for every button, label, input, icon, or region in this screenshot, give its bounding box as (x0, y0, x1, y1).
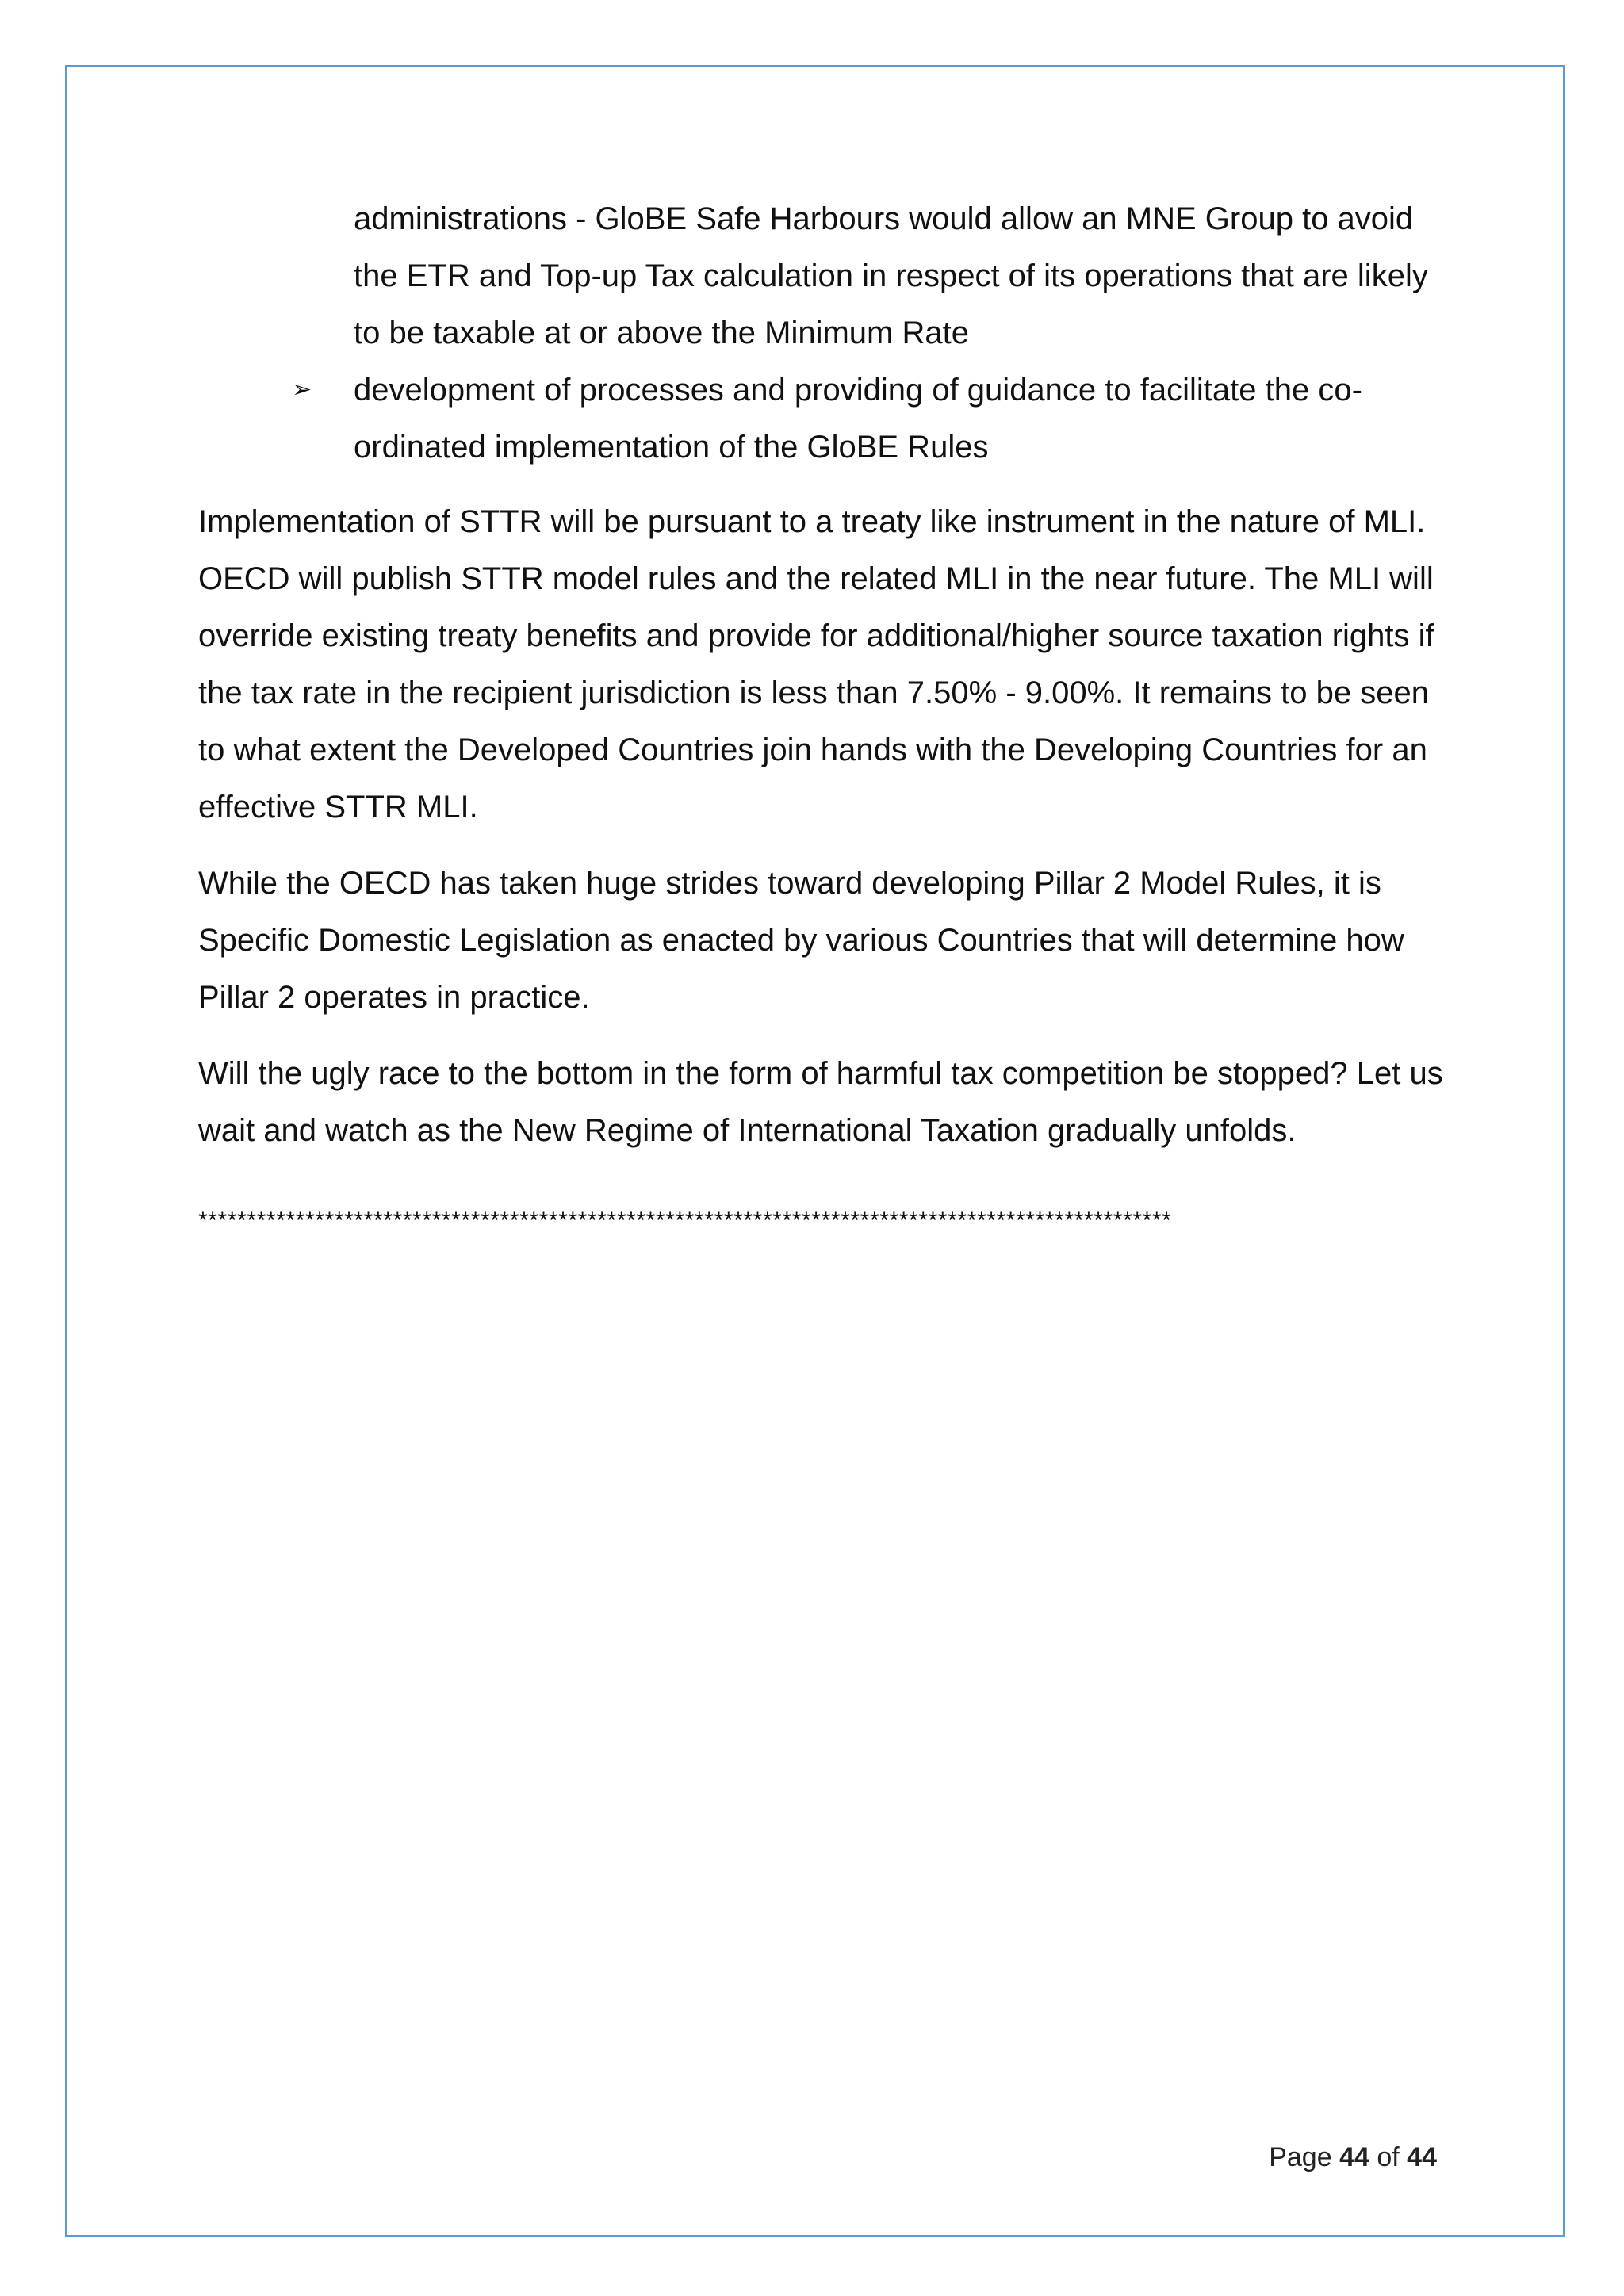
section-separator: **************************************************************************************************** (198, 1207, 1172, 1234)
page-number-current: 44 (1339, 2142, 1369, 2172)
paragraph-closing: Will the ugly race to the bottom in the form of harmful tax competition be stopped? Let us wait and watch as the New Regime of International Taxation gradually unfolds. (198, 1056, 1443, 1148)
page-number-total: 44 (1407, 2142, 1437, 2172)
paragraph-pillar-2-legislation: While the OECD has taken huge strides toward developing Pillar 2 Model Rules, it is Specific Domestic Legislation as enacted by various Countries that will determine how Pillar 2 operates in practice. (198, 866, 1404, 1015)
arrow-bullet-icon: ➢ (292, 376, 312, 404)
bullet-continuation-text: administrations - GloBE Safe Harbours would allow an MNE Group to avoid the ETR and Top-up Tax calculation in respect of its operations that are likely to be taxable at or above the Minimum Rate (354, 201, 1428, 350)
document-body (198, 190, 1443, 1237)
bullet-item (198, 362, 1443, 476)
paragraph-sttr-implementation: Implementation of STTR will be pursuant to a treaty like instrument in the nature of MLI. OECD will publish STTR model rules and the related MLI in the near future. The MLI will override existing treaty benefits and provide for additional/higher source taxation rights if the tax rate in the recipient jurisdiction is less than 7.50% - 9.00%. It remains to be seen to what extent the Developed Countries join hands with the Developing Countries for an effective STTR MLI. (198, 504, 1434, 825)
page-number-of: of (1377, 2142, 1400, 2172)
bullet-item-text: development of processes and providing of guidance to facilitate the co-ordinated implementation of the GloBE Rules (354, 373, 1362, 465)
page-number (1269, 2142, 1437, 2173)
page-number-prefix: Page (1269, 2142, 1332, 2172)
